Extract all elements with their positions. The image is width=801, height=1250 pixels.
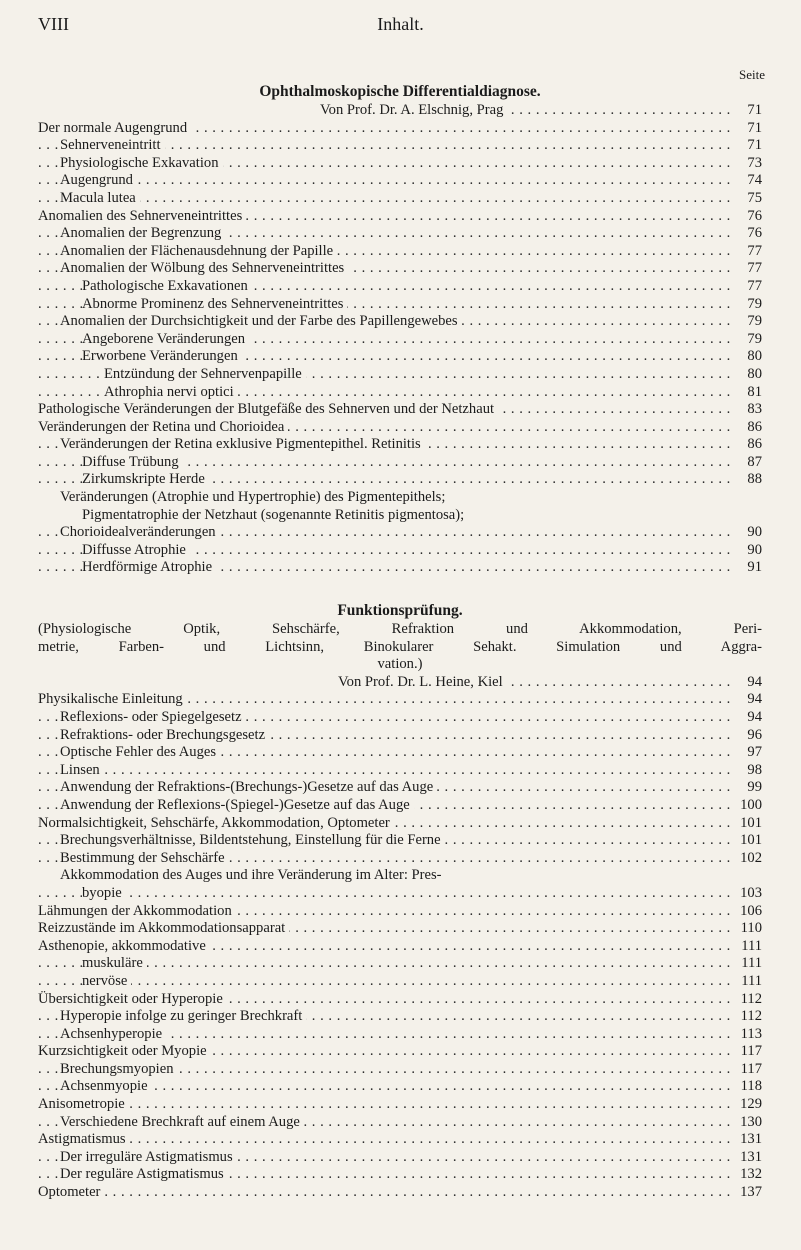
toc-entry [38, 1026, 762, 1044]
toc-entry [38, 243, 762, 261]
toc-entry [38, 454, 762, 472]
section-author: Von Prof. Dr. L. Heine, Kiel . . . 94 [38, 674, 762, 692]
toc-entry [38, 903, 762, 921]
toc-entry-title: Chorioidealveränderungen [60, 524, 220, 540]
toc-entry-page: 71 [743, 120, 762, 138]
toc-entry-page: 81 [743, 384, 762, 402]
toc-entry [38, 815, 762, 833]
toc-entry [38, 1008, 762, 1026]
toc-entry [38, 709, 762, 727]
toc-entry-page: 106 [736, 903, 762, 921]
toc-entry-title: Kurzsichtigkeit oder Myopie [38, 1043, 211, 1059]
page-number: VIII [38, 14, 69, 34]
toc-entry [38, 208, 762, 226]
leader-dots [38, 762, 730, 780]
toc-entry-page: 97 [743, 744, 762, 762]
toc-entry [38, 1078, 762, 1096]
toc-entry-page: 77 [743, 278, 762, 296]
toc-entry-page: 71 [743, 137, 762, 155]
toc-entry [38, 1184, 762, 1202]
toc-entry-page: 102 [736, 850, 762, 868]
toc-entry [38, 278, 762, 296]
toc-entry-page: 74 [743, 172, 762, 190]
toc-entry-page: 113 [737, 1026, 762, 1044]
toc-entry-title: Der reguläre Astigmatismus [60, 1166, 228, 1182]
toc-entry [38, 1043, 762, 1061]
toc-entry-title: Angeborene Veränderungen [82, 331, 249, 347]
toc-entry [38, 225, 762, 243]
leader-dots [38, 973, 730, 991]
toc-entry-title: Linsen [60, 762, 104, 778]
toc-entry-page: 79 [743, 331, 762, 349]
toc-entry-page: 83 [743, 401, 762, 419]
toc-entry [38, 155, 762, 173]
toc-entry-title: Sehnerveneintritt [60, 137, 165, 153]
toc-entry-title: Übersichtigkeit oder Hyperopie [38, 991, 227, 1007]
section1-entries-2 [38, 524, 762, 577]
toc-entry-page: 111 [737, 955, 762, 973]
toc-entry [38, 1114, 762, 1132]
toc-entry-page: 90 [743, 524, 762, 542]
toc-entry [38, 779, 762, 797]
toc-entry-page: 91 [743, 559, 762, 577]
toc-entry-page: 101 [736, 815, 762, 833]
toc-entry-page: 76 [743, 208, 762, 226]
toc-entry [38, 1096, 762, 1114]
toc-entry-title: nervöse [82, 973, 131, 989]
toc-entry-page: 118 [737, 1078, 762, 1096]
toc-entry [38, 542, 762, 560]
toc-entry-title: Asthenopie, akkommodative [38, 938, 210, 954]
toc-entry-title: Anomalien des Sehnerveneintrittes [38, 208, 246, 224]
toc-text-line: Veränderungen (Atrophie und Hypertrophie) des Pigmentepithels; [60, 489, 446, 506]
toc-entry [38, 991, 762, 1009]
toc-entry-page: 80 [743, 348, 762, 366]
leader-dots [38, 1131, 730, 1149]
toc-entry-page: 77 [743, 260, 762, 278]
toc-entry-title: Refraktions- oder Brechungsgesetz [60, 727, 269, 743]
section-description: vation.) [377, 656, 423, 673]
toc-entry-title: Pathologische Veränderungen der Blutgefäße des Sehnerven und der Netzhaut [38, 401, 498, 417]
toc-entry [38, 384, 762, 402]
toc-entry [38, 955, 762, 973]
toc-entry [38, 938, 762, 956]
section-description: metrie, Farben- und Lichtsinn, Binokularer Sehakt. Simulation und Aggra- [38, 638, 762, 655]
section1-entries [38, 120, 762, 489]
toc-entry-page: 90 [743, 542, 762, 560]
toc-entry-title: Diffusse Atrophie [82, 542, 190, 558]
toc-entry [38, 190, 762, 208]
toc-entry-page: 130 [736, 1114, 762, 1132]
toc-entry [38, 1149, 762, 1167]
toc-entry-title: Physikalische Einleitung [38, 691, 187, 707]
seite-label: Seite [739, 67, 765, 82]
toc-entry-title: Lähmungen der Akkommodation [38, 903, 236, 919]
page-title: Inhalt. [377, 14, 424, 34]
toc-entry [38, 691, 762, 709]
toc-entry-page: 112 [737, 1008, 762, 1026]
toc-entry-title: Anomalien der Begrenzung [60, 225, 225, 241]
toc-entry-page: 77 [743, 243, 762, 261]
toc-entry: byopie . . . 103 [38, 885, 762, 903]
toc-entry-title: Anisometropie [38, 1096, 129, 1112]
toc-entry-title: Erworbene Veränderungen [82, 348, 242, 364]
toc-entry-title: Der normale Augengrund [38, 120, 191, 136]
toc-entry-title: Entzündung der Sehnervenpapille [104, 366, 306, 382]
toc-entry-page: 100 [736, 797, 762, 815]
toc-entry-page: 76 [743, 225, 762, 243]
toc-entry-page: 99 [743, 779, 762, 797]
toc-entry-title: Anomalien der Durchsichtigkeit und der Farbe des Papillengewebes [60, 313, 462, 329]
toc-entry [38, 137, 762, 155]
toc-entry-page: 80 [743, 366, 762, 384]
toc-entry-title: Veränderungen der Retina und Chorioidea [38, 419, 288, 435]
toc-entry-title: Athrophia nervi optici [104, 384, 238, 400]
toc-entry-title: Diffuse Trübung [82, 454, 183, 470]
toc-entry-title: Physiologische Exkavation [60, 155, 223, 171]
toc-entry-page: 111 [737, 938, 762, 956]
toc-entry-title: muskuläre [82, 955, 147, 971]
toc-entry [38, 524, 762, 542]
toc-entry [38, 331, 762, 349]
toc-entry-page: 86 [743, 419, 762, 437]
section2-entries-2 [38, 903, 762, 1202]
toc-entry-page: 137 [736, 1184, 762, 1202]
toc-entry-title: Reizzustände im Akkommodationsapparat [38, 920, 289, 936]
toc-entry-title: Normalsichtigkeit, Sehschärfe, Akkommodation, Optometer [38, 815, 394, 831]
toc-entry-title: Reflexions- oder Spiegelgesetz [60, 709, 246, 725]
section-title: Ophthalmoskopische Differentialdiagnose. [259, 83, 541, 100]
toc-entry-page: 87 [743, 454, 762, 472]
toc-text-line: Pigmentatrophie der Netzhaut (sogenannte Retinitis pigmentosa); [82, 506, 465, 523]
toc-entry-page: 98 [743, 762, 762, 780]
toc-entry-page: 96 [743, 727, 762, 745]
toc-entry-page: 73 [743, 155, 762, 173]
toc-entry [38, 1166, 762, 1184]
toc-entry-title: Optische Fehler des Auges [60, 744, 220, 760]
toc-entry-title: Herdförmige Atrophie [82, 559, 216, 575]
toc-entry [38, 762, 762, 780]
toc-entry-title: Achsenmyopie [60, 1078, 152, 1094]
toc-entry [38, 920, 762, 938]
toc-entry-title: Der irreguläre Astigmatismus [60, 1149, 237, 1165]
toc-entry [38, 313, 762, 331]
toc-entry [38, 260, 762, 278]
toc-entry [38, 419, 762, 437]
toc-entry-title: Abnorme Prominenz des Sehnerveneintrittes [82, 296, 347, 312]
toc-entry [38, 973, 762, 991]
toc-entry-page: 94 [743, 709, 762, 727]
toc-entry-title: Achsenhyperopie [60, 1026, 166, 1042]
toc-entry-title: Brechungsmyopien [60, 1061, 178, 1077]
toc-entry [38, 727, 762, 745]
toc-entry [38, 120, 762, 138]
section-description: (Physiologische Optik, Sehschärfe, Refraktion und Akkommodation, Peri- [38, 621, 762, 638]
toc-entry-title: Bestimmung der Sehschärfe [60, 850, 229, 866]
toc-entry-title: Hyperopie infolge zu geringer Brechkraft [60, 1008, 306, 1024]
toc-entry-page: 131 [736, 1149, 762, 1167]
table-of-contents [38, 82, 762, 1202]
toc-entry [38, 172, 762, 190]
toc-entry [38, 797, 762, 815]
toc-entry-title: Optometer [38, 1184, 104, 1200]
toc-entry-title: Macula lutea [60, 190, 140, 206]
toc-entry-page: 132 [736, 1166, 762, 1184]
section-title: Funktionsprüfung. [337, 602, 463, 620]
leader-dots [38, 1096, 730, 1114]
toc-entry-title: Brechungsverhältnisse, Bildentstehung, Einstellung für die Ferne [60, 832, 445, 848]
toc-entry-page: 79 [743, 296, 762, 314]
toc-entry-title: Anomalien der Wölbung des Sehnerveneintrittes [60, 260, 348, 276]
section2-entries [38, 691, 762, 867]
toc-entry-page: 75 [743, 190, 762, 208]
toc-entry [38, 559, 762, 577]
toc-text-line: Akkommodation des Auges und ihre Veränderung im Alter: Pres- [60, 867, 442, 884]
toc-entry-page: 131 [736, 1131, 762, 1149]
toc-entry-page: 101 [736, 832, 762, 850]
toc-entry-page: 117 [737, 1043, 762, 1061]
toc-entry-title: Astigmatismus [38, 1131, 130, 1147]
leader-dots [38, 1184, 730, 1202]
toc-entry-title: Verschiedene Brechkraft auf einem Auge [60, 1114, 304, 1130]
toc-entry-page: 117 [737, 1061, 762, 1079]
toc-entry [38, 436, 762, 454]
toc-entry-title: Pathologische Exkavationen [82, 278, 252, 294]
toc-entry [38, 744, 762, 762]
toc-entry-title: Anwendung der Refraktions-(Brechungs-)Gesetze auf das Auge [60, 779, 437, 795]
toc-entry-page: 111 [737, 973, 762, 991]
toc-entry-title: Veränderungen der Retina exklusive Pigmentepithel. Retinitis [60, 436, 425, 452]
toc-entry [38, 1131, 762, 1149]
toc-entry-page: 88 [743, 471, 762, 489]
toc-entry-page: 86 [743, 436, 762, 454]
toc-entry [38, 348, 762, 366]
toc-entry-page: 94 [743, 691, 762, 709]
toc-entry-page: 79 [743, 313, 762, 331]
toc-entry [38, 296, 762, 314]
toc-entry-title: Anwendung der Reflexions-(Spiegel-)Gesetze auf das Auge [60, 797, 414, 813]
toc-entry [38, 832, 762, 850]
toc-entry [38, 471, 762, 489]
toc-entry-page: 112 [737, 991, 762, 1009]
toc-entry-title: Augengrund [60, 172, 137, 188]
leader-dots [38, 190, 730, 208]
toc-entry-page: 110 [737, 920, 762, 938]
toc-entry [38, 401, 762, 419]
toc-entry-page: 129 [736, 1096, 762, 1114]
page-header [38, 14, 763, 44]
section-author: Von Prof. Dr. A. Elschnig, Prag . . . 71 [38, 102, 762, 120]
toc-entry [38, 366, 762, 384]
toc-entry-title: Zirkumskripte Herde [82, 471, 209, 487]
toc-entry-title: Anomalien der Flächenausdehnung der Papille [60, 243, 337, 259]
toc-entry [38, 1061, 762, 1079]
toc-entry [38, 850, 762, 868]
leader-dots [38, 172, 730, 190]
